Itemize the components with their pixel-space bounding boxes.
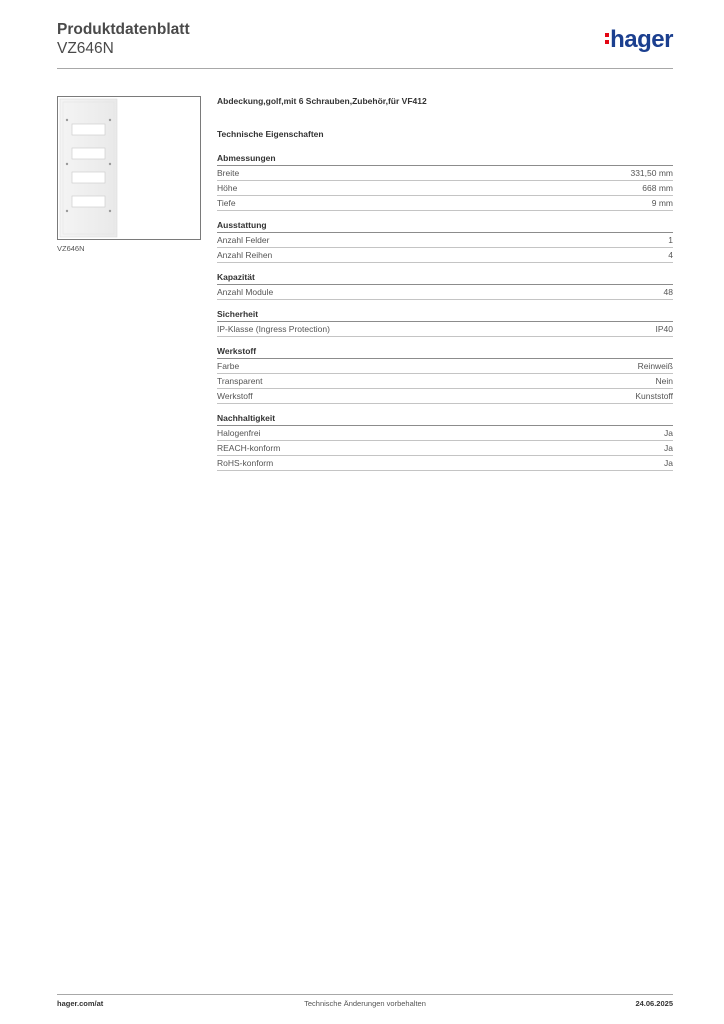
property-value: 331,50 mm — [630, 168, 673, 178]
property-row — [217, 456, 673, 471]
product-description: Abdeckung,golf,mit 6 Schrauben,Zubehör,für VF412 — [217, 96, 427, 106]
hager-logo — [605, 26, 673, 54]
property-label: RoHS-konform — [217, 458, 274, 468]
page-footer — [57, 999, 673, 1011]
property-value: IP40 — [655, 324, 673, 334]
property-row — [217, 233, 673, 248]
product-image — [57, 96, 201, 240]
property-label: Farbe — [217, 361, 240, 371]
property-row — [217, 389, 673, 404]
footer-website: hager.com/at — [57, 999, 104, 1008]
property-value: 9 mm — [651, 198, 673, 208]
property-row — [217, 285, 673, 300]
property-row — [217, 374, 673, 389]
property-label: Anzahl Felder — [217, 235, 270, 245]
group-title: Werkstoff — [217, 346, 673, 359]
property-value: Nein — [655, 376, 673, 386]
property-row — [217, 426, 673, 441]
property-row — [217, 166, 673, 181]
group-title: Sicherheit — [217, 309, 673, 322]
property-value: 668 mm — [642, 183, 673, 193]
footer-divider — [57, 994, 673, 995]
property-value: Reinweiß — [637, 361, 673, 371]
property-row — [217, 248, 673, 263]
footer-notice: Technische Änderungen vorbehalten — [304, 999, 426, 1008]
property-row — [217, 181, 673, 196]
logo-dots-icon — [605, 30, 609, 47]
property-group — [217, 153, 673, 211]
property-group — [217, 413, 673, 471]
property-label: Höhe — [217, 183, 238, 193]
property-value: 48 — [663, 287, 673, 297]
property-label: Anzahl Module — [217, 287, 274, 297]
property-label: Tiefe — [217, 198, 236, 208]
property-value: 1 — [668, 235, 673, 245]
property-label: Anzahl Reihen — [217, 250, 273, 260]
product-code: VZ646N — [57, 40, 114, 57]
image-caption: VZ646N — [57, 244, 85, 253]
property-value: Ja — [664, 428, 673, 438]
property-label: Transparent — [217, 376, 263, 386]
property-value: Ja — [664, 443, 673, 453]
footer-date: 24.06.2025 — [635, 999, 673, 1008]
property-group — [217, 346, 673, 404]
property-value: 4 — [668, 250, 673, 260]
property-row — [217, 441, 673, 456]
group-title: Ausstattung — [217, 220, 673, 233]
product-content — [217, 96, 673, 480]
group-title: Kapazität — [217, 272, 673, 285]
page-title: Produktdatenblatt — [57, 21, 190, 38]
property-row — [217, 196, 673, 211]
property-row — [217, 322, 673, 337]
property-label: REACH-konform — [217, 443, 281, 453]
property-group — [217, 309, 673, 337]
header-divider — [57, 68, 673, 69]
technical-properties-title: Technische Eigenschaften — [217, 129, 324, 139]
logo-text: hager — [610, 26, 673, 53]
property-row — [217, 359, 673, 374]
cover-panel-icon — [58, 97, 200, 239]
group-title: Nachhaltigkeit — [217, 413, 673, 426]
group-title: Abmessungen — [217, 153, 673, 166]
property-label: Breite — [217, 168, 240, 178]
property-value: Ja — [664, 458, 673, 468]
property-group — [217, 272, 673, 300]
property-label: Halogenfrei — [217, 428, 261, 438]
page-header — [57, 20, 673, 58]
property-label: Werkstoff — [217, 391, 253, 401]
property-group — [217, 220, 673, 263]
property-value: Kunststoff — [635, 391, 673, 401]
property-label: IP-Klasse (Ingress Protection) — [217, 324, 330, 334]
property-groups — [217, 153, 673, 471]
